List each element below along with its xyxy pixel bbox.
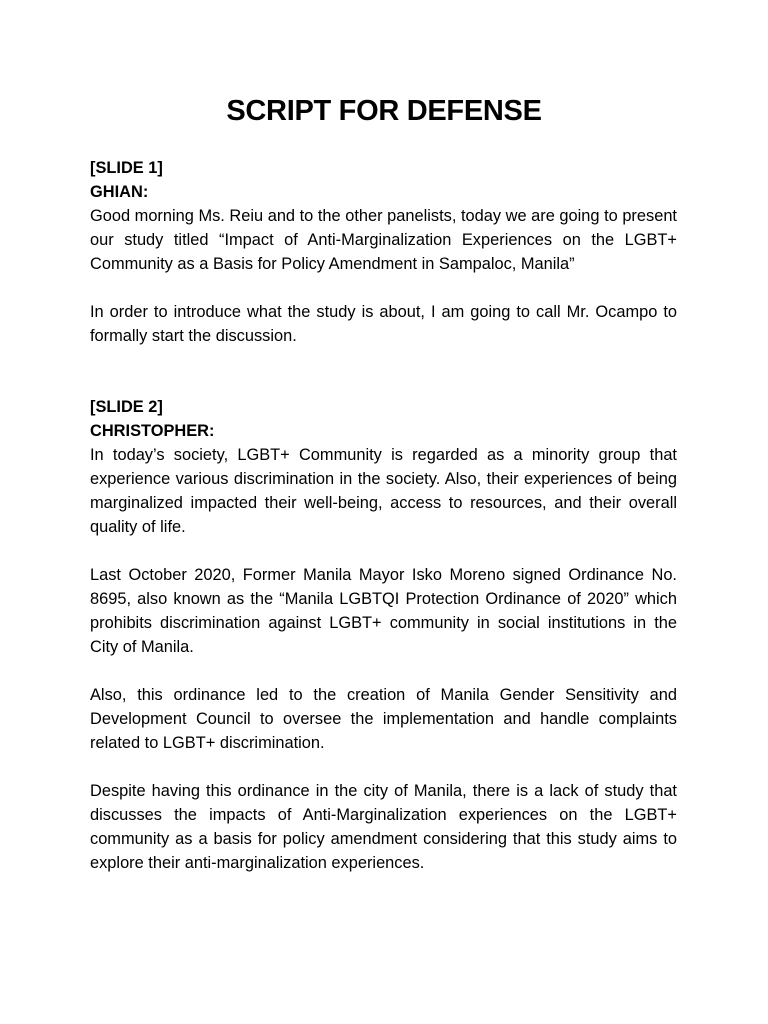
slide-2-section [90,395,677,875]
speaker-name: GHIAN: [90,183,149,201]
document-title: SCRIPT FOR DEFENSE [226,95,542,127]
paragraph: Last October 2020, Former Manila Mayor Isko Moreno signed Ordinance No. 8695, also known as the “Manila LGBTQI Protection Ordinance of 2020” which prohibits discrimination against LGBT+ community in social institutions in the City of Manila. [90,566,677,656]
paragraph: Good morning Ms. Reiu and to the other panelists, today we are going to present our study titled “Impact of Anti-Marginalization Experiences on the LGBT+ Community as a Basis for Policy Amendment in Sampaloc, Manila” [90,207,677,273]
slide-1-section [90,156,677,348]
paragraph: Despite having this ordinance in the city of Manila, there is a lack of study that discusses the impacts of Anti-Marginalization experiences on the LGBT+ community as a basis for policy amendment considering that this study aims to explore their anti-marginalization experiences. [90,782,677,872]
paragraph: In today’s society, LGBT+ Community is regarded as a minority group that experience various discrimination in the society. Also, their experiences of being marginalized impacted their well-being, access to resources, and their overall quality of life. [90,446,677,536]
speaker-name: CHRISTOPHER: [90,422,215,440]
slide-label: [SLIDE 2] [90,398,163,416]
paragraph: Also, this ordinance led to the creation of Manila Gender Sensitivity and Development Council to oversee the implementation and handle complaints related to LGBT+ discrimination. [90,686,677,752]
paragraph: In order to introduce what the study is about, I am going to call Mr. Ocampo to formally start the discussion. [90,303,677,345]
slide-label: [SLIDE 1] [90,159,163,177]
